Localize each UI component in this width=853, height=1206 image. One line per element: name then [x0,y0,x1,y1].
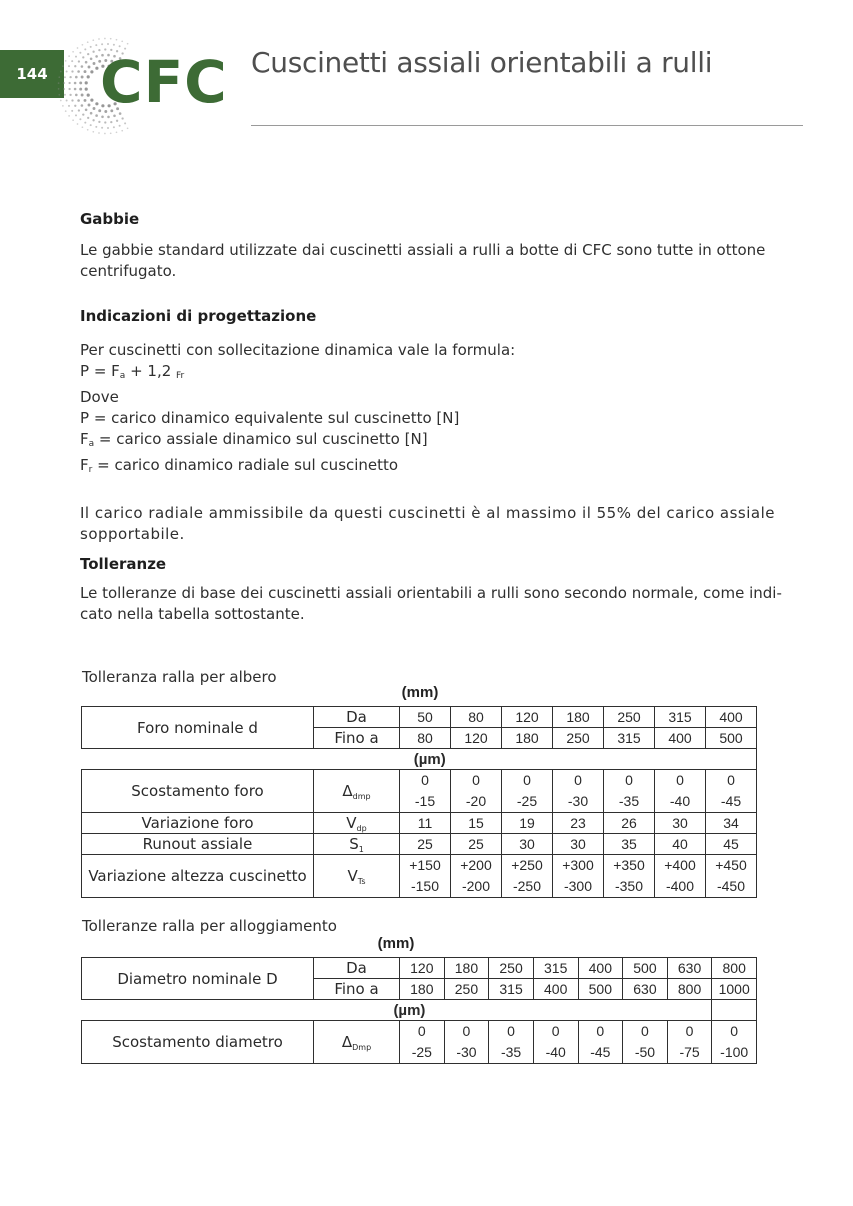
table-row [82,834,757,855]
logo-dot [98,132,100,134]
logo-dot [82,56,84,58]
cell: 80 [400,728,451,749]
gap-cell [712,1000,757,1021]
logo-dot [72,119,74,121]
logo-dot [60,71,62,73]
logo-dot [77,123,79,125]
logo-text: CFC [100,48,228,116]
logo-dot [121,130,123,132]
logo-dot [87,41,89,43]
formula-line [80,362,184,380]
unit-um: (µm) [393,1002,426,1019]
cell: 11 [400,813,451,834]
unit-row [82,749,757,770]
cell: 0 -25 [502,770,553,813]
gap-cell [82,749,400,770]
logo-dot [82,44,84,46]
logo-dot [75,76,78,79]
cell: 500 [623,958,668,979]
def-fr-sub: r [88,465,93,475]
formula-plus: + 1,2 [125,362,177,380]
logo-dot [88,104,91,107]
section-gabbie [80,210,780,282]
label-diametro-nominale: Diametro nominale D [82,958,314,1000]
logo-dot [62,65,64,67]
heading-progettazione: Indicazioni di progettazione [80,307,317,325]
symbol-v-dp: $V_{dp}$ [314,813,400,834]
cell: +200 -200 [451,855,502,898]
logo-dot [69,76,71,78]
logo-dot [95,114,98,117]
cell: 30 [655,813,706,834]
label-variazione-altezza: Variazione altezza cuscinetto [82,855,314,898]
logo-dot [127,127,129,129]
logo-dot [90,70,93,73]
cell: 0 -30 [553,770,604,813]
logo-dot [84,99,87,102]
cell: 25 [451,834,502,855]
cell: 250 [553,728,604,749]
progettazione-text [80,340,780,481]
logo-dot [79,52,81,54]
label-foro-nominale: Foro nominale d [82,707,314,749]
label-da: Da [314,958,400,979]
cell: 400 [655,728,706,749]
table-row [82,707,757,728]
logo-dot [71,60,73,62]
symbol-delta-dmp: $\Delta_{Dmp}$ [314,1021,400,1064]
logo-dot [64,76,66,78]
cell: +400 -400 [655,855,706,898]
formula-a-sub: a [119,371,126,381]
page-number: 144 [0,50,64,98]
section-progettazione [80,307,780,545]
cell: 0 -45 [706,770,757,813]
logo-dot [82,113,84,115]
gap-cell [393,1000,712,1021]
tolleranze-text [80,583,780,625]
logo-dot [68,115,70,117]
intro-line: Per cuscinetti con sollecitazione dinamica vale la formula: [80,341,516,359]
label-variazione-foro: Variazione foro [82,813,314,834]
logo-dot [71,110,73,112]
cell: +350 -350 [604,855,655,898]
logo-dot [58,82,60,84]
table-row [82,958,757,979]
cell: 0 -50 [623,1021,668,1064]
logo-dot [93,62,96,65]
symbol-v-ts: $V_{Ts}$ [314,855,400,898]
cell: 180 [553,707,604,728]
gap-cell [400,749,757,770]
cell: 180 [502,728,553,749]
logo-dot [79,81,82,84]
def-fa-sub: a [88,439,95,449]
logo-dot [68,55,70,57]
tolleranze-line: Le tolleranze di base dei cuscinetti assiali orientabili a rulli sono secondo normale, come indi- [80,584,782,602]
logo-dot [113,126,115,128]
logo-dot [104,121,106,123]
table-alloggiamento-caption: Tolleranze ralla per alloggiamento [82,917,337,935]
logo-dot [95,102,98,105]
logo-dot [87,117,89,119]
logo-dot [98,38,100,40]
title-divider [251,125,803,126]
cell: 0 -35 [604,770,655,813]
logo-dot [92,131,94,133]
logo-dot [124,122,126,124]
logo-dot [95,44,97,46]
logo-dot [75,94,78,97]
table-row [82,813,757,834]
def-fa-line [80,430,428,448]
logo-dot [68,82,70,84]
logo-dot [116,120,118,122]
logo-dot [77,70,80,73]
note-line: Il carico radiale ammissibile da questi cuscinetti è al massimo il 55% del carico assiale [80,504,775,522]
cell: 400 [533,979,578,1000]
logo-dot [116,131,118,133]
logo-dot [110,121,112,123]
logo-dot [58,88,60,90]
logo-dot [88,66,91,69]
cell: 250 [444,979,489,1000]
logo-dot [85,81,88,84]
logo-dot [90,58,93,61]
dove-line: Dove [80,388,119,406]
gabbie-text [80,240,780,282]
def-fr-line [80,456,398,474]
logo-dot [90,46,92,48]
logo-dot [127,43,129,45]
logo-dot [90,112,93,115]
cell: 26 [604,813,655,834]
cell: 400 [706,707,757,728]
logo-dot [98,121,100,123]
cell: 0 -20 [451,770,502,813]
logo-dot [104,38,106,40]
logo-dot [84,48,86,50]
section-tolleranze [80,555,780,625]
logo-dot [71,99,73,101]
logo-dot [74,105,76,107]
cell: 0 -35 [489,1021,534,1064]
cell: 120 [400,958,445,979]
cell: 250 [489,958,534,979]
logo-dot [85,88,88,91]
logo-dot [113,44,115,46]
cfc-logo [58,32,233,140]
cell: +150 -150 [400,855,451,898]
logo-dot [63,82,65,84]
label-runout-assiale: Runout assiale [82,834,314,855]
progettazione-note [80,503,780,545]
cell: 19 [502,813,553,834]
cell: 315 [655,707,706,728]
logo-dot [78,60,80,62]
logo-dot [110,38,112,40]
logo-dot [95,67,98,70]
cell: 800 [712,958,757,979]
cell: 500 [706,728,757,749]
logo-dot [95,126,97,128]
def-fr-f: F [80,456,89,474]
cell: 34 [706,813,757,834]
cell: 0 -45 [578,1021,623,1064]
cell: 250 [604,707,655,728]
logo-dot [90,124,92,126]
logo-dot [68,65,70,67]
logo-dot [78,109,80,111]
logo-dot [81,76,84,79]
logo-dot [81,65,84,68]
logo-dot [81,94,84,97]
cell: 0 -75 [667,1021,712,1064]
logo-dot [121,117,123,119]
heading-gabbie: Gabbie [80,210,140,228]
logo-dot [58,94,60,96]
table-alloggiamento [81,957,757,1064]
logo-dot [66,71,68,73]
logo-dot [79,118,81,120]
logo-dot [101,43,103,45]
logo-dot [119,45,121,47]
cell: 0 -40 [533,1021,578,1064]
cell: 80 [451,707,502,728]
logo-dot [77,99,80,102]
logo-dot [58,76,60,78]
cell: +300 -300 [553,855,604,898]
label-scostamento-foro: Scostamento foro [82,770,314,813]
cell: 120 [451,728,502,749]
cell: 23 [553,813,604,834]
symbol-delta-dmp: $\Delta_{dmp}$ [314,770,400,813]
logo-dot [79,88,82,91]
unit-um: (µm) [413,751,446,768]
cell: 15 [451,813,502,834]
unit-row [82,1000,757,1021]
logo-dot [110,132,112,134]
tolleranze-line: cato nella tabella sottostante. [80,605,305,623]
logo-dot [68,88,70,90]
logo-dot [66,100,68,102]
logo-dot [92,39,94,41]
cell: 315 [604,728,655,749]
logo-dot [62,105,64,107]
logo-dot [63,88,65,90]
formula-fr-sub: Fr [176,371,185,381]
logo-dot [87,129,89,131]
cell: 30 [502,834,553,855]
logo-dot [87,53,89,55]
logo-dot [84,122,86,124]
logo-dot [60,100,62,102]
logo-dot [74,82,77,85]
cell: 1000 [712,979,757,1000]
logo-dot [116,39,118,41]
cell: 120 [502,707,553,728]
def-fa-f: F [80,430,89,448]
cell: 180 [400,979,445,1000]
table-albero [81,706,757,898]
label-da: Da [314,707,400,728]
cell: 315 [489,979,534,1000]
cell: 0 -15 [400,770,451,813]
label-fino-a: Fino a [314,979,400,1000]
logo-dot [65,110,67,112]
cell: 0 -100 [712,1021,757,1064]
logo-dot [90,99,93,102]
cell: 40 [655,834,706,855]
logo-dot [85,61,88,64]
label-scostamento-diametro: Scostamento diametro [82,1021,314,1064]
formula-p: P = F [80,362,120,380]
logo-dot [85,109,88,112]
cell: 25 [400,834,451,855]
label-fino-a: Fino a [314,728,400,749]
logo-dot [92,51,94,53]
cell: 35 [604,834,655,855]
logo-dot [87,94,90,97]
table-albero-caption: Tolleranza ralla per albero [82,668,277,686]
logo-dot [93,107,96,110]
logo-dot [95,55,98,58]
logo-dot [71,70,73,72]
symbol-s1: $S_1$ [314,834,400,855]
cell: 180 [444,958,489,979]
cell: 0 -25 [400,1021,445,1064]
logo-dot [77,47,79,49]
logo-dot [74,88,77,91]
cell: 400 [578,958,623,979]
logo-dot [74,65,76,67]
def-fr-text: = carico dinamico radiale sul cuscinetto [92,456,399,474]
logo-dot [119,125,121,127]
table-row [82,855,757,898]
logo-dot [121,40,123,42]
logo-dot [64,94,66,96]
cell: 315 [533,958,578,979]
logo-dot [92,119,94,121]
logo-dot [82,126,84,128]
cell: 45 [706,834,757,855]
gap-cell [82,1000,400,1021]
cell: 800 [667,979,712,1000]
cell: 630 [667,958,712,979]
cell: 500 [578,979,623,1000]
cell: 0 -40 [655,770,706,813]
unit-mm: (mm) [401,684,439,701]
logo-dot [81,104,84,107]
note-line: sopportabile. [80,525,185,543]
logo-dot [65,60,67,62]
heading-tolleranze: Tolleranze [80,555,167,573]
logo-dot [104,133,106,135]
cell: 50 [400,707,451,728]
cell: +250 -250 [502,855,553,898]
cell: 30 [553,834,604,855]
gabbie-line: Le gabbie standard utilizzate dai cuscinetti assiali a rulli a botte di CFC sono tutte in ottone [80,241,766,259]
logo-dot [72,51,74,53]
logo-dot [107,127,109,129]
page-title: Cuscinetti assiali orientabili a rulli [251,46,713,79]
def-fa-text: = carico assiale dinamico sul cuscinetto [N] [94,430,428,448]
cell: 0 -30 [444,1021,489,1064]
logo-dot [107,43,109,45]
table-row [82,770,757,813]
logo-dot [75,56,77,58]
logo-dot [75,114,77,116]
logo-dot [69,94,71,96]
logo-dot [101,127,103,129]
table-row [82,1021,757,1064]
cell: 630 [623,979,668,1000]
unit-mm: (mm) [377,935,415,952]
logo-dot [84,70,87,73]
cell: +450 -450 [706,855,757,898]
gabbie-line: centrifugato. [80,262,177,280]
logo-dot [68,105,70,107]
logo-dot [87,75,90,78]
def-p-line: P = carico dinamico equivalente sul cuscinetto [N] [80,409,460,427]
